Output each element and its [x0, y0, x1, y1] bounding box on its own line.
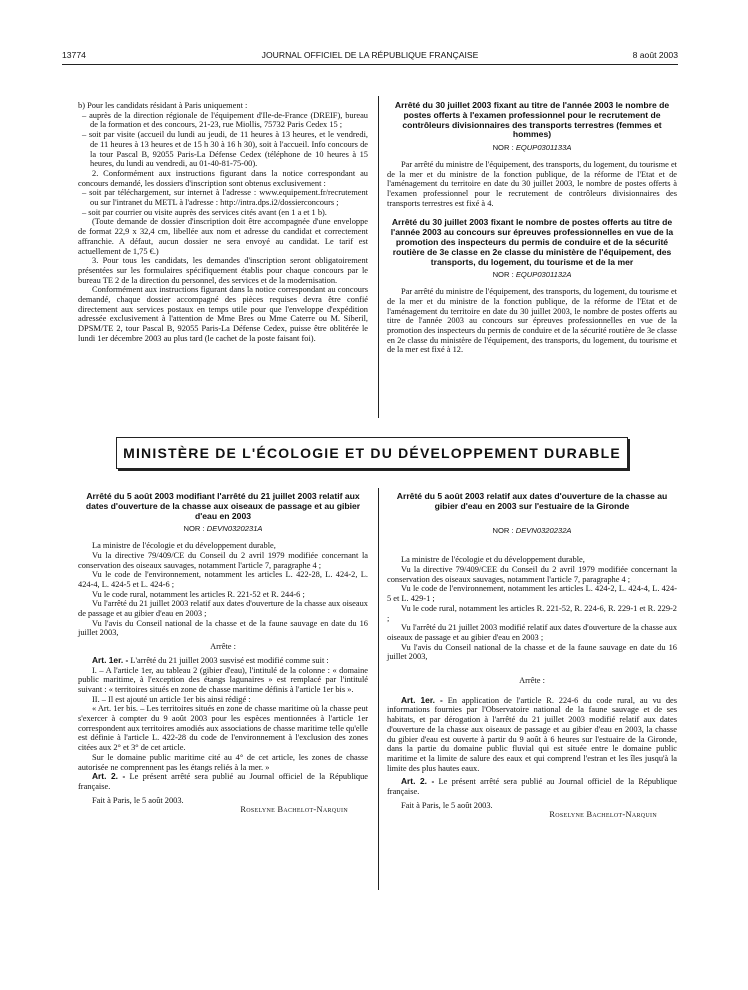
paragraph: Vu le code rural, notamment les articles R. 221-52 et R. 244-6 ;	[92, 589, 305, 599]
bottom-right-column	[387, 492, 677, 820]
article-text: En application de l'article R. 224-6 du code rural, au vu des informations fournies par l'Observatoire national de la faune sauvage et de ses habitats, et par dérogation à l'arrêté du 21 juillet 2003 modifié relatif aux dates d'ouverture de la chasse aux oiseaux de passage et au gibier d'eau en 2003, la chasse du gibier d'eau est ouverte à partir du 9 août à 6 heures sur l'estuaire de la Gironde, dans la partie du domaine public fluvial qui est située entre le domaine public maritime et la limite de salure des eaux et qui comprend l'estran et les îles jusqu'à la limite des plus hautes eaux.	[387, 695, 677, 773]
nor-code: EQUP0301133A	[515, 143, 572, 153]
nor-label: NOR :	[492, 143, 514, 153]
top-right-column	[387, 101, 677, 355]
article-2	[387, 777, 677, 796]
article-2	[78, 772, 368, 791]
signature: Roselyne Bachelot-Narquin	[549, 810, 657, 820]
paragraph: Vu le code de l'environnement, notamment les articles L. 424-2, L. 424-4, L. 424-5 et L. 429-1 ;	[387, 584, 677, 604]
page-number: 13774	[62, 50, 86, 60]
decree-title: Arrêté du 30 juillet 2003 fixant le nombre de postes offerts au titre de l'année 2003 au concours sur épreuves professionnelles en vue de la promotion des inspecteurs du permis de conduire et de la sécurité routière de 3e classe en 2e classe du ministère de l'équipement, des transports, du logement, du tourisme et de la mer	[390, 217, 674, 267]
paragraph: – soit par visite (accueil du lundi au jeudi, de 11 heures à 13 heures, et le vendredi, de 11 heures à 13 heures et de 15 h 30 à 16 h 30), soit à l'accueil. Info concours de la tour Pascal B, 92055 Paris-La Défense Cedex (téléphone de 10 heures à 15 heures, du lundi au vendredi, au 01-40-81-75-00).	[82, 130, 368, 169]
paragraph: 2. Conformément aux instructions figurant dans la notice correspondant au concours demandé, les dossiers d'inscription sont obtenus exclusivement :	[78, 168, 368, 188]
paragraph: « Art. 1er bis. – Les territoires situés en zone de chasse maritime où la chasse peut s'exercer à compter du 9 août 2003 pour les espèces mentionnées à l'article 1er correspondent aux territoires amodiés aux associations de chasse maritime telle qu'elle est définie à l'article L. 422-28 du code de l'environnement à l'exclusion des zones citées aux 2° et 3° de cet article.	[78, 704, 368, 753]
paragraph: Vu la directive 79/409/CEE du Conseil du 2 avril 1979 modifiée concernant la conservation des oiseaux sauvages, notamment l'article 7, paragraphe 4 ;	[387, 565, 677, 584]
article-text: Le présent arrêté sera publié au Journal officiel de la République française.	[78, 772, 369, 791]
paragraph: II. – Il est ajouté un article 1er bis ainsi rédigé :	[92, 694, 251, 704]
decree-body: Par arrêté du ministre de l'équipement, des transports, du logement, du tourisme et de la mer et du ministre de la fonction publique, de la réforme de l'Etat et de l'aménagement du territoire en date du 30 juillet 2003, le nombre de postes offerts à l'examen professionnel pour le recrutement de contrôleurs divisionnaires des transports terrestres est fixé à 4.	[387, 159, 677, 208]
issue-date: 8 août 2003	[632, 50, 678, 60]
article-label: Art. 2. -	[401, 776, 435, 787]
paragraph: La ministre de l'écologie et du développement durable,	[401, 555, 585, 565]
paragraph: b) Pour les candidats résidant à Paris uniquement :	[78, 101, 248, 110]
signature: Roselyne Bachelot-Narquin	[240, 805, 348, 815]
paragraph: – soit par courrier ou visite auprès des services cités avant (en 1 a et 1 b).	[82, 207, 327, 217]
bottom-left-column	[78, 492, 368, 815]
journal-title: JOURNAL OFFICIEL DE LA RÉPUBLIQUE FRANÇAISE	[261, 50, 479, 60]
place-date: Fait à Paris, le 5 août 2003.	[401, 800, 493, 810]
article-1	[387, 696, 677, 774]
paragraph: Vu la directive 79/409/CE du Conseil du 2 avril 1979 modifiée concernant la conservation des oiseaux sauvages, notamment l'article 7, paragraphe 4 ;	[78, 550, 368, 570]
paragraph: Vu l'arrêté du 21 juillet 2003 modifié relatif aux dates d'ouverture de la chasse aux oiseaux de passage et au gibier d'eau en 2003 ;	[387, 623, 678, 642]
arrete-heading: Arrête :	[519, 676, 545, 686]
paragraph: Sur le domaine public maritime cité au 4° de cet article, les zones de chasse autorisée ne comprennent pas les étangs reliés à la mer. »	[78, 752, 368, 772]
nor-code: EQUP0301132A	[515, 270, 572, 280]
nor-code: DEVN0320231A	[206, 524, 263, 534]
article-1	[78, 656, 368, 666]
decree-title: Arrêté du 30 juillet 2003 fixant au titre de l'année 2003 le nombre de postes offerts à l'examen professionnel pour le recrutement de contrôleurs divisionnaires des transports terrestres (femmes et hommes)	[394, 100, 670, 140]
paragraph: La ministre de l'écologie et du développement durable,	[92, 541, 276, 551]
place-date: Fait à Paris, le 5 août 2003.	[92, 795, 184, 805]
article-text: Le présent arrêté sera publié au Journal officiel de la République française.	[387, 777, 678, 797]
paragraph: Vu l'avis du Conseil national de la chasse et de la faune sauvage en date du 16 juillet 2003,	[387, 642, 677, 662]
arrete-heading: Arrête :	[210, 642, 236, 652]
nor-code: DEVN0320232A	[515, 525, 572, 535]
paragraph: – auprès de la direction régionale de l'équipement d'Ile-de-France (DREIF), bureau de la formation et des concours, 21-23, rue Miollis, 75732 Paris Cedex 15 ;	[82, 110, 368, 130]
paragraph: 3. Pour tous les candidats, les demandes d'inscription seront obligatoirement présentées sur les formulaires spécifiquement établis pour chaque concours par le bureau TE 2 de la direction du personnel, des services et de la modernisation.	[78, 256, 368, 285]
running-header	[62, 50, 678, 64]
paragraph: – soit par téléchargement, sur internet à l'adresse : www.equipement.fr/recrutement ou sur l'intranet du METL à l'adresse : http://intra.dps.i2/dossierconcours ;	[82, 188, 368, 208]
nor-label: NOR :	[492, 270, 514, 280]
decree-body: Par arrêté du ministre de l'équipement, des transports, du logement, du tourisme et de la mer et du ministre de la fonction publique, de la réforme de l'Etat et de l'aménagement du territoire en date du 30 juillet 2003, le nombre de postes offerts au titre de l'année 2003 au concours sur épreuves professionnelles en vue de la promotion des inspecteurs du permis de conduire et de la sécurité routière de 3e classe en 2e classe du ministère de l'équipement, des transports, du logement, du tourisme et de la mer est fixé à 12.	[387, 287, 677, 355]
nor-reference	[387, 143, 677, 153]
paragraph: Conformément aux instructions figurant dans la notice correspondant au concours demandé, chaque dossier accompagné des pièces requises devra être confié directement aux services postaux en temps utile pour que l'enveloppe d'expédition adressée exclusivement à l'attention de Mme Bres ou Mme Caterre ou M. Siberil, DPSM/TE 2, tour Pascal B, 92055 Paris-La Défense Cedex, puisse être oblitérée le lundi 1er décembre 2003 au plus tard (le cachet de la poste faisant foi).	[78, 285, 368, 343]
article-label: Art. 1er. -	[401, 694, 443, 705]
nor-label: NOR :	[183, 524, 205, 534]
nor-reference	[387, 270, 677, 280]
decree-title: Arrêté du 5 août 2003 relatif aux dates d'ouverture de la chasse au gibier d'eau en 2003 sur l'estuaire de la Gironde	[396, 491, 668, 511]
nor-reference	[387, 526, 677, 536]
paragraph: Vu l'avis du Conseil national de la chasse et de la faune sauvage en date du 16 juillet 2003,	[78, 618, 368, 638]
paragraph: Vu le code rural, notamment les articles R. 221-52, R. 224-6, R. 229-1 et R. 229-2 ;	[387, 603, 677, 623]
ministry-banner	[116, 437, 628, 469]
nor-reference	[78, 524, 368, 534]
top-left-column	[78, 101, 368, 344]
nor-label: NOR :	[492, 525, 514, 535]
ministry-name: MINISTÈRE DE L'ÉCOLOGIE ET DU DÉVELOPPEMENT DURABLE	[123, 445, 621, 461]
paragraph: I. – A l'article 1er, au tableau 2 (gibier d'eau), l'intitulé de la colonne : « domaine public maritime, à l'exception des étangs lagunaires » est remplacé par l'intitulé suivant : « territoires situés en zone de chasse maritime définis à l'article 1er bis ».	[78, 665, 368, 694]
bottom-column-divider	[378, 488, 379, 890]
paragraph: (Toute demande de dossier d'inscription doit être accompagnée d'une enveloppe de format 22,9 x 32,4 cm, libellée aux nom et adresse du candidat et correctement affranchie. A défaut, aucun dossier ne sera envoyé au candidat. Le tarif est actuellement de 1,75 €.)	[78, 217, 368, 256]
header-rule	[62, 64, 678, 65]
article-label: Art. 2. -	[92, 771, 126, 782]
paragraph: Vu le code de l'environnement, notamment les articles L. 422-28, L. 424-2, L. 424-4, L. 424-5 et L. 424-6 ;	[78, 570, 368, 589]
article-label: Art. 1er. -	[92, 654, 129, 665]
paragraph: Vu l'arrêté du 21 juillet 2003 relatif aux dates d'ouverture de la chasse aux oiseaux de passage et au gibier d'eau en 2003 ;	[78, 599, 368, 619]
decree-title: Arrêté du 5 août 2003 modifiant l'arrêté du 21 juillet 2003 relatif aux dates d'ouverture de la chasse aux oiseaux de passage et au gibier d'eau en 2003	[85, 491, 361, 521]
article-text: L'arrêté du 21 juillet 2003 susvisé est modifié comme suit :	[130, 655, 329, 665]
top-column-divider	[378, 96, 379, 418]
